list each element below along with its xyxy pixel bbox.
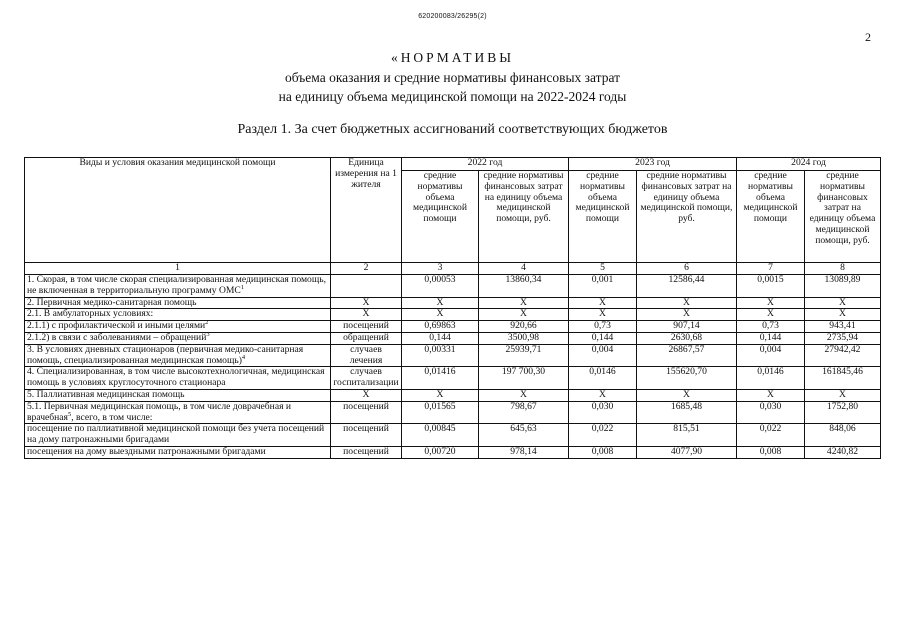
unit-cell: посещений (331, 321, 402, 333)
row-name: 4. Специализированная, в том числе высокотехнологичная, медицинская помощь в условиях круглосуточного стационара (27, 366, 325, 389)
unit-cell (331, 275, 402, 298)
cost-2022-cell: 978,14 (479, 446, 569, 458)
unit-cell: X (331, 389, 402, 401)
volume-2023-cell: 0,144 (569, 332, 637, 344)
cost-2024-cell: X (805, 297, 881, 309)
unit-cell: X (331, 309, 402, 321)
volume-2024-cell: X (737, 309, 805, 321)
column-number: 4 (479, 263, 569, 275)
volume-2022-cell: 0,01416 (402, 367, 479, 390)
cost-2022-cell: 920,66 (479, 321, 569, 333)
table-row (25, 332, 881, 344)
header-cost-2024: средние нормативы финансовых затрат на единицу объема медицинской помощи, руб. (805, 171, 881, 263)
table-row (25, 297, 881, 309)
row-name-cell (25, 424, 331, 447)
footnote-marker: 3 (206, 330, 210, 338)
row-name: посещение по паллиативной медицинской помощи без учета посещений на дому патронажными бригадами (27, 423, 325, 446)
cost-2022-cell: X (479, 309, 569, 321)
volume-2023-cell: 0,001 (569, 275, 637, 298)
cost-2022-cell: 197 700,30 (479, 367, 569, 390)
cost-2023-cell: 2630,68 (637, 332, 737, 344)
document-subtitle-line-1: объема оказания и средние нормативы финансовых затрат (285, 70, 620, 85)
volume-2023-cell: X (569, 309, 637, 321)
table-row (25, 309, 881, 321)
volume-2022-cell: 0,69863 (402, 321, 479, 333)
volume-2024-cell: 0,0015 (737, 275, 805, 298)
volume-2024-cell: 0,030 (737, 401, 805, 424)
column-number: 1 (25, 263, 331, 275)
cost-2022-cell: 798,67 (479, 401, 569, 424)
row-name-cell (25, 309, 331, 321)
cost-2023-cell: X (637, 297, 737, 309)
volume-2024-cell: 0,144 (737, 332, 805, 344)
volume-2024-cell: 0,008 (737, 446, 805, 458)
column-number: 3 (402, 263, 479, 275)
cost-2024-cell: 161845,46 (805, 367, 881, 390)
table-row (25, 446, 881, 458)
header-cost-2022: средние нормативы финансовых затрат на единицу объема медицинской помощи, руб. (479, 171, 569, 263)
cost-2024-cell: 2735,94 (805, 332, 881, 344)
volume-2023-cell: X (569, 297, 637, 309)
volume-2022-cell: 0,00845 (402, 424, 479, 447)
row-name-cell (25, 446, 331, 458)
table-row (25, 424, 881, 447)
volume-2022-cell: X (402, 297, 479, 309)
header-types: Виды и условия оказания медицинской помощи (25, 158, 331, 263)
page-number: 2 (865, 30, 871, 44)
volume-2024-cell: X (737, 297, 805, 309)
volume-2022-cell: 0,144 (402, 332, 479, 344)
volume-2023-cell: 0,004 (569, 344, 637, 367)
unit-cell: обращений (331, 332, 402, 344)
document-id: 620200083/26295(2) (418, 13, 487, 20)
unit-cell: посещений (331, 424, 402, 447)
volume-2023-cell: 0,73 (569, 321, 637, 333)
footnote-marker: 5 (67, 410, 72, 418)
volume-2023-cell: 0,0146 (569, 367, 637, 390)
document-title: «НОРМАТИВЫ (390, 50, 515, 65)
cost-2023-cell: X (637, 309, 737, 321)
document-subtitle-line-2: на единицу объема медицинской помощи на 2022-2024 годы (278, 89, 627, 104)
volume-2023-cell: 0,008 (569, 446, 637, 458)
volume-2023-cell: X (569, 389, 637, 401)
section-heading: Раздел 1. За счет бюджетных ассигнований соответствующих бюджетов (237, 122, 668, 137)
cost-2022-cell: X (479, 389, 569, 401)
cost-2022-cell: 13860,34 (479, 275, 569, 298)
unit-cell: посещений (331, 401, 402, 424)
cost-2023-cell: 155620,70 (637, 367, 737, 390)
volume-2024-cell: 0,004 (737, 344, 805, 367)
table-row (25, 367, 881, 390)
column-number: 7 (737, 263, 805, 275)
unit-cell: X (331, 297, 402, 309)
table-row (25, 275, 881, 298)
volume-2024-cell: X (737, 389, 805, 401)
row-name: 2.1. В амбулаторных условиях: (27, 308, 154, 320)
table-row (25, 344, 881, 367)
volume-2024-cell: 0,0146 (737, 367, 805, 390)
row-name: посещения на дому выездными патронажными бригадами (27, 445, 266, 457)
footnote-marker: 4 (241, 353, 246, 361)
row-name-cell (25, 401, 331, 424)
cost-2023-cell: 4077,90 (637, 446, 737, 458)
header-year-2024: 2024 год (737, 158, 881, 171)
row-name-cell (25, 297, 331, 309)
unit-cell: случаев лечения (331, 344, 402, 367)
row-name-tail: , всего, в том числе: (71, 411, 153, 423)
header-cost-2023: средние нормативы финансовых затрат на единицу объема медицинской помощи, руб. (637, 171, 737, 263)
cost-2022-cell: 3500,98 (479, 332, 569, 344)
cost-2023-cell: 1685,48 (637, 401, 737, 424)
cost-2024-cell: 1752,80 (805, 401, 881, 424)
cost-2023-cell: 12586,44 (637, 275, 737, 298)
row-name-cell (25, 389, 331, 401)
volume-2022-cell: 0,01565 (402, 401, 479, 424)
table-row (25, 321, 881, 333)
table-row (25, 389, 881, 401)
volume-2022-cell: 0,00331 (402, 344, 479, 367)
row-name: 3. В условиях дневных стационаров (первичная медико-санитарная помощь, специализированная медицинская помощь) (27, 343, 304, 366)
header-volume-2023: средние нормативы объема медицинской помощи (569, 171, 637, 263)
row-name: 5. Паллиативная медицинская помощь (27, 388, 185, 400)
row-name: 2. Первичная медико-санитарная помощь (27, 296, 197, 308)
row-name: 1. Скорая, в том числе скорая специализированная медицинская помощь, не включенная в территориальную программу ОМС (27, 274, 327, 296)
cost-2024-cell: 848,06 (805, 424, 881, 447)
cost-2024-cell: 27942,42 (805, 344, 881, 367)
cost-2022-cell: X (479, 297, 569, 309)
cost-2023-cell: X (637, 389, 737, 401)
cost-2022-cell: 25939,71 (479, 344, 569, 367)
row-name: 2.1.2) в связи с заболеваниями – обращений (27, 331, 207, 343)
row-name: 2.1.1) с профилактической и иными целями (27, 320, 206, 332)
volume-2022-cell: 0,00053 (402, 275, 479, 298)
footnote-marker: 2 (205, 319, 209, 326)
row-name-cell (25, 275, 331, 298)
cost-2024-cell: X (805, 309, 881, 321)
cost-2022-cell: 645,63 (479, 424, 569, 447)
column-number: 5 (569, 263, 637, 275)
column-number: 6 (637, 263, 737, 275)
cost-2024-cell: 13089,89 (805, 275, 881, 298)
volume-2023-cell: 0,030 (569, 401, 637, 424)
header-unit: Единица измерения на 1 жителя (331, 158, 402, 263)
row-name-cell (25, 367, 331, 390)
column-number: 2 (331, 263, 402, 275)
column-number-row (25, 263, 881, 275)
cost-2024-cell: 4240,82 (805, 446, 881, 458)
cost-2024-cell: X (805, 389, 881, 401)
footnote-marker: 1 (240, 283, 245, 291)
volume-2024-cell: 0,022 (737, 424, 805, 447)
cost-2024-cell: 943,41 (805, 321, 881, 333)
volume-2023-cell: 0,022 (569, 424, 637, 447)
volume-2022-cell: X (402, 389, 479, 401)
volume-2024-cell: 0,73 (737, 321, 805, 333)
row-name-cell (25, 321, 331, 333)
cost-2023-cell: 907,14 (637, 321, 737, 333)
header-volume-2024: средние нормативы объема медицинской помощи (737, 171, 805, 263)
table-row (25, 401, 881, 424)
unit-cell: посещений (331, 446, 402, 458)
volume-2022-cell: X (402, 309, 479, 321)
header-year-2023: 2023 год (569, 158, 737, 171)
header-year-2022: 2022 год (402, 158, 569, 171)
normatives-table (24, 157, 881, 459)
row-name-cell (25, 332, 331, 344)
unit-cell: случаев госпитализации (331, 367, 402, 390)
row-name-cell (25, 344, 331, 367)
cost-2023-cell: 26867,57 (637, 344, 737, 367)
column-number: 8 (805, 263, 881, 275)
header-volume-2022: средние нормативы объема медицинской помощи (402, 171, 479, 263)
volume-2022-cell: 0,00720 (402, 446, 479, 458)
row-name: 5.1. Первичная медицинская помощь, в том числе доврачебная и врачебная (27, 400, 292, 423)
cost-2023-cell: 815,51 (637, 424, 737, 447)
